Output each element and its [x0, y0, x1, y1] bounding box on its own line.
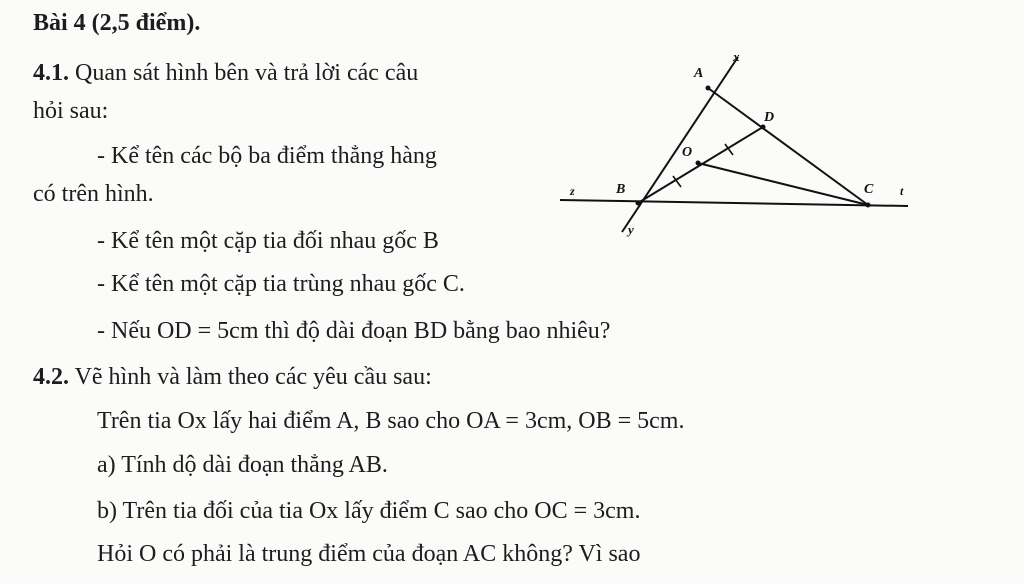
part2-given: Trên tia Ox lấy hai điểm A, B sao cho OA = 3cm, OB = 5cm. — [97, 408, 685, 434]
question3: - Kể tên một cặp tia trùng nhau gốc C. — [97, 271, 465, 297]
part2-intro-text: Vẽ hình và làm theo các yêu cầu sau: — [69, 364, 432, 390]
question-b: b) Trên tia đối của tia Ox lấy điểm C sao cho OC = 3cm. — [97, 498, 641, 524]
question-a: a) Tính dộ dài đoạn thẳng AB. — [97, 452, 388, 478]
label-a: A — [694, 66, 704, 81]
question2: - Kể tên một cặp tia đối nhau gốc B — [97, 228, 439, 254]
point-o — [696, 161, 701, 166]
label-o: O — [682, 145, 693, 160]
point-d — [761, 125, 766, 130]
question4: - Nếu OD = 5cm thì độ dài đoạn BD bằng bao nhiêu? — [97, 318, 611, 344]
label-b: B — [616, 182, 626, 197]
label-t: t — [900, 184, 904, 198]
line-xy — [622, 57, 738, 232]
label-x: x — [733, 49, 740, 64]
part1-intro-line1 — [33, 58, 418, 88]
point-b — [636, 201, 641, 206]
label-c: C — [864, 182, 874, 197]
segment-bd — [638, 127, 763, 203]
label-z: z — [570, 184, 575, 198]
point-c — [866, 203, 871, 208]
part1-number: 4.1. — [33, 60, 69, 86]
part2-intro — [33, 362, 432, 392]
label-y: y — [628, 222, 634, 237]
question1-line2: có trên hình. — [33, 181, 154, 207]
part1-intro-a: Quan sát hình bên và trả lời các câu — [69, 60, 419, 86]
label-d: D — [764, 110, 775, 125]
part1-intro-line2: hỏi sau: — [33, 98, 109, 124]
question1-line1: - Kể tên các bộ ba điểm thẳng hàng — [97, 143, 437, 169]
segment-oc — [698, 163, 868, 205]
part2-number: 4.2. — [33, 364, 69, 390]
geometry-figure — [560, 40, 920, 250]
point-a — [706, 86, 711, 91]
question-c: Hỏi O có phải là trung điểm của đoạn AC không? Vì sao — [97, 541, 641, 567]
exercise-title: Bài 4 (2,5 điểm). — [33, 10, 201, 36]
